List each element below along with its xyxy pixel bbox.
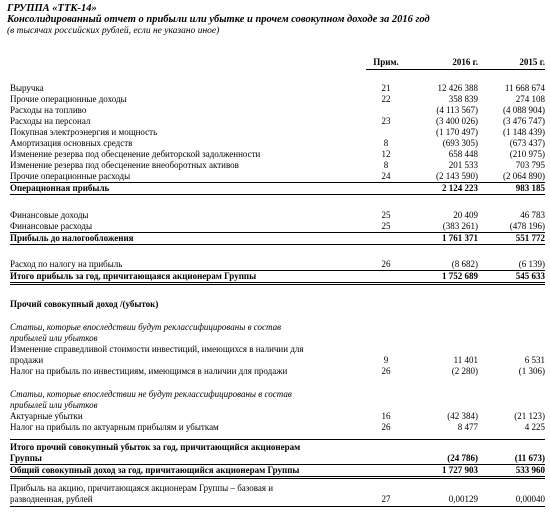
table-rule bbox=[10, 282, 545, 283]
statement-title: Консолидированный отчет о прибыли или убытке и прочем совокупном доходе за 2016 год bbox=[7, 14, 430, 25]
table-row: Финансовые расходы 25 (383 261) (478 196) bbox=[10, 221, 545, 231]
subtotal-row: Итого прочий совокупный убыток за год, причитающийся акционерам bbox=[10, 442, 301, 452]
section-heading: Прочий совокупный доход /(убыток) bbox=[10, 299, 159, 309]
table-rule bbox=[10, 476, 545, 477]
table-row: продажи 9 11 401 6 531 bbox=[10, 355, 545, 365]
table-row: Расход по налогу на прибыль 26 (8 682) (6 139) bbox=[10, 259, 545, 269]
table-row: Покупная электроэнергия и мощность (1 170 497) (1 148 439) bbox=[10, 127, 545, 137]
table-row: Расходы на персонал 23 (3 400 026) (3 476 747) bbox=[10, 116, 545, 126]
subsection-heading: прибылей или убытков bbox=[10, 333, 98, 343]
total-row: Общий совокупный доход за год, причитающийся акционерам Группы 1 727 903 533 960 bbox=[10, 465, 545, 475]
table-row: Актуарные убытки 16 (42 384) (21 123) bbox=[10, 411, 545, 421]
column-header-row bbox=[10, 57, 545, 68]
table-rule-double bbox=[10, 478, 545, 479]
subsection-heading: Статьи, которые впоследствии будут реклассифицированы в состав bbox=[10, 322, 282, 332]
subsection-heading: прибылей или убытков bbox=[10, 400, 98, 410]
subtotal-row: Группы (24 786) (11 673) bbox=[10, 453, 545, 463]
table-row: Прибыль на акцию, причитающаяся акционерам Группы – базовая и bbox=[10, 483, 274, 493]
subtotal-row: Операционная прибыль 2 124 223 983 185 bbox=[10, 183, 545, 193]
table-row: Расходы на топливо (4 113 567) (4 088 904) bbox=[10, 105, 545, 115]
col-2016-header: 2016 г. bbox=[452, 57, 478, 67]
total-row: Итого прибыль за год, причитающаяся акционерам Группы 1 752 689 545 633 bbox=[10, 271, 545, 281]
table-rule bbox=[10, 439, 545, 440]
statement-units: (в тысячах российских рублей, если не указано иное) bbox=[7, 26, 220, 36]
table-rule bbox=[10, 194, 545, 195]
table-row: Налог на прибыль по инвестициям, имеющимся в наличии для продажи 26 (2 280) (1 306) bbox=[10, 366, 545, 376]
header-rule bbox=[366, 69, 545, 70]
table-row: Налог на прибыль по актуарным прибылям и убыткам 26 8 477 4 225 bbox=[10, 422, 545, 432]
table-row: Амортизация основных средств 8 (693 305) (673 437) bbox=[10, 138, 545, 148]
col-2015-header: 2015 г. bbox=[519, 57, 545, 67]
col-note-header: Прим. bbox=[373, 57, 399, 67]
subtotal-row: Прибыль до налогообложения 1 761 371 551 772 bbox=[10, 233, 545, 243]
table-row: Изменение справедливой стоимости инвестиций, имеющихся в наличии для bbox=[10, 344, 304, 354]
table-row: разводненная, рублей 27 0,00129 0,00040 bbox=[10, 494, 545, 504]
table-row: Прочие операционные расходы 24 (2 143 590) (2 064 890) bbox=[10, 171, 545, 181]
table-row: Выручка 21 12 426 388 11 668 674 bbox=[10, 83, 545, 93]
table-row: Изменение резерва под обесценение внеоборотных активов 8 201 533 703 795 bbox=[10, 160, 545, 170]
table-row: Прочие операционные доходы 22 358 839 274 108 bbox=[10, 94, 545, 104]
table-rule-double bbox=[10, 284, 545, 285]
subsection-heading: Статьи, которые впоследствии не будут реклассифицированы в состав bbox=[10, 389, 292, 399]
table-rule bbox=[10, 506, 545, 507]
table-rule bbox=[10, 244, 545, 245]
company-name: ГРУППА «ТТК-14» bbox=[7, 3, 97, 14]
table-row: Изменение резерва под обесценение дебиторской задолженности 12 658 448 (210 975) bbox=[10, 149, 545, 159]
table-row: Финансовые доходы 25 20 409 46 783 bbox=[10, 210, 545, 220]
